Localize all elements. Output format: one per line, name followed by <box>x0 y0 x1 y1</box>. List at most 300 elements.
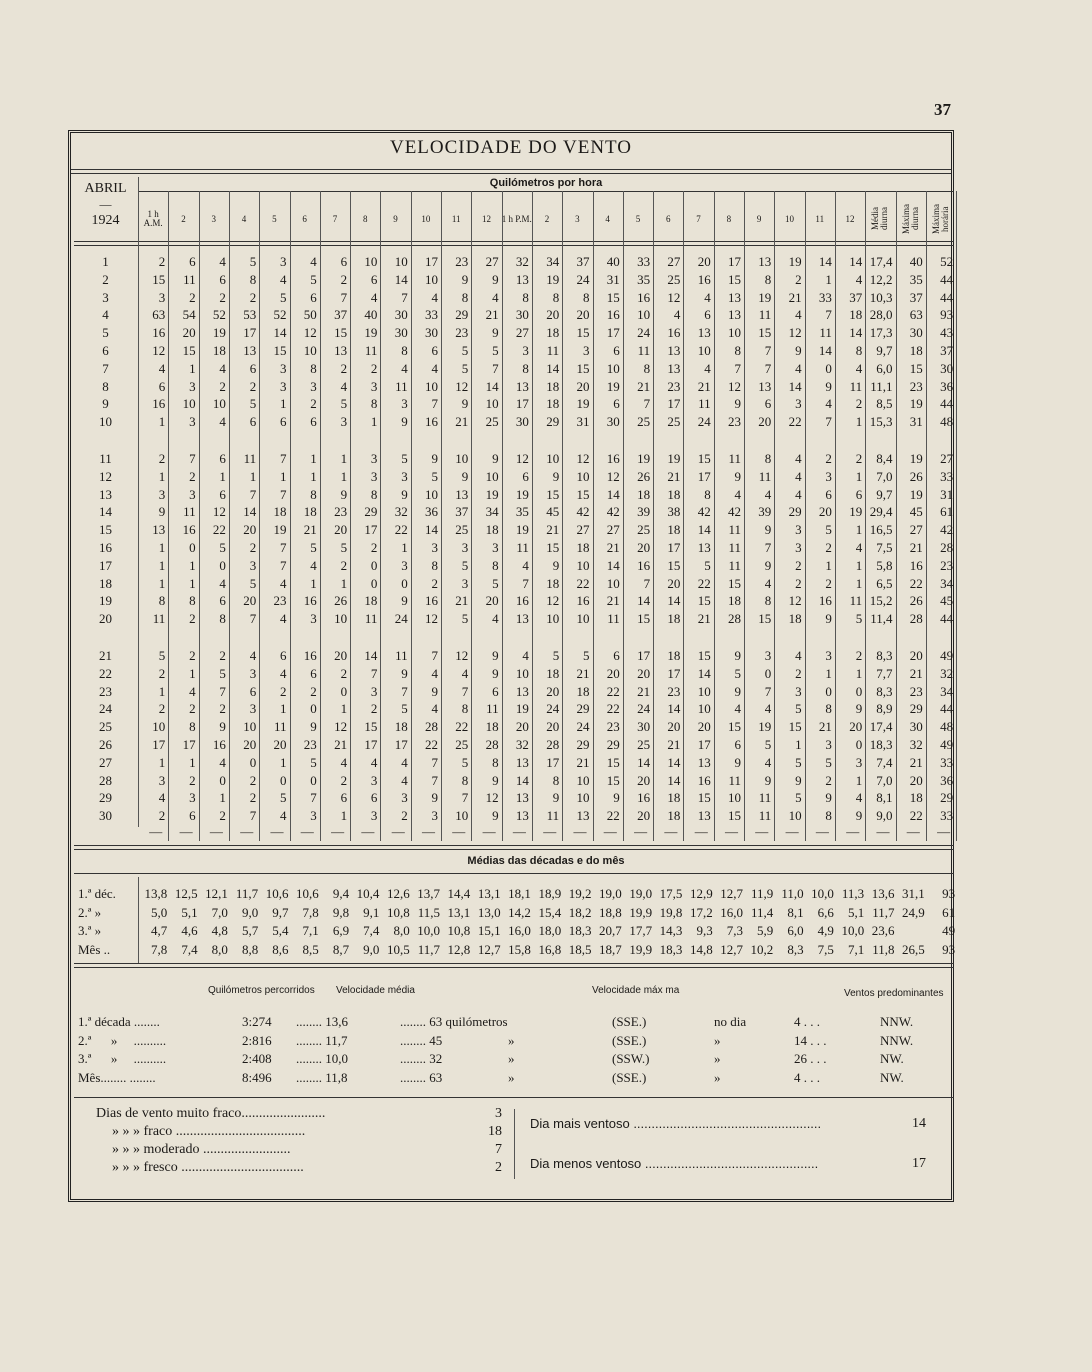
value-cell: 6 <box>310 289 317 305</box>
value-cell: 5 <box>734 665 741 681</box>
value-cell: 12 <box>303 325 317 341</box>
medias-cell: 9,8 <box>332 904 350 920</box>
day-label: 11 <box>99 451 112 466</box>
value-cell: 52 <box>212 307 226 323</box>
value-cell: 9 <box>492 648 499 663</box>
value-cell: 19 <box>576 396 590 412</box>
value-cell: 17 <box>606 325 620 341</box>
day-label: 13 <box>99 486 112 502</box>
value-cell: 1 <box>158 754 166 770</box>
value-cell: 12 <box>788 325 802 341</box>
value-cell: 20 <box>576 307 590 323</box>
value-cell: 28 <box>424 719 438 735</box>
value-cell: 13 <box>515 754 529 770</box>
summary-rule <box>74 963 954 964</box>
value-cell: 3 <box>492 540 499 555</box>
value-cell: 4 <box>401 754 408 770</box>
dash-cell: — <box>270 824 284 839</box>
column-header: 9 <box>756 213 762 224</box>
dash-cell: — <box>300 824 314 839</box>
dash-cell: — <box>179 824 193 839</box>
summary-header-vel: Velocidade média <box>336 985 415 996</box>
value-cell: 1 <box>158 468 166 484</box>
value-cell: 4 <box>431 289 438 305</box>
value-cell: 2 <box>249 790 257 806</box>
value-cell: 16 <box>909 557 923 573</box>
value-cell: 9 <box>734 468 741 484</box>
column-header: 5 <box>635 213 641 224</box>
value-cell: 2 <box>249 378 257 394</box>
value-cell: 18 <box>727 593 741 609</box>
value-cell: 2 <box>158 665 166 681</box>
value-cell: 14 <box>606 486 620 502</box>
medias-cell: 13,6 <box>871 886 895 901</box>
medias-cell: 10,6 <box>296 886 319 901</box>
value-cell: 4 <box>673 307 681 323</box>
table-row <box>74 665 954 683</box>
summary-pred: NNW. <box>880 1032 914 1048</box>
value-cell: 16 <box>637 557 651 573</box>
value-cell: 8 <box>370 396 378 412</box>
value-cell: 28 <box>909 611 923 627</box>
medias-cell: 6,6 <box>817 904 834 920</box>
value-cell: 44 <box>940 701 954 717</box>
value-cell: 6 <box>764 396 772 412</box>
value-cell: 14 <box>697 665 711 681</box>
value-cell: 16 <box>424 593 438 609</box>
value-cell: 12 <box>546 593 560 609</box>
value-cell: 3 <box>189 378 196 394</box>
value-cell: 27 <box>576 522 590 538</box>
value-cell: 3 <box>431 808 438 824</box>
value-cell: 1 <box>401 540 408 555</box>
value-cell: 4 <box>431 665 438 681</box>
dash-cell: — <box>482 824 496 839</box>
value-cell: 30 <box>515 307 529 323</box>
summary-header-km: Quilómetros percorridos <box>208 985 315 996</box>
value-cell: 23 <box>303 737 317 752</box>
summary-nodia: » <box>714 1051 721 1066</box>
value-cell: 1 <box>219 790 226 806</box>
medias-cell: 5,9 <box>757 923 774 938</box>
value-cell: 19 <box>212 325 226 341</box>
value-cell: 34 <box>940 575 954 591</box>
value-cell: 4 <box>704 360 711 376</box>
dias-value: 2 <box>495 1160 502 1175</box>
value-cell: 21 <box>485 307 499 323</box>
value-cell: 1 <box>340 451 348 466</box>
value-cell: 11 <box>728 451 741 466</box>
column-header: 7 <box>696 213 701 224</box>
value-cell: 16 <box>697 772 711 788</box>
medias-cell: 19,9 <box>629 941 653 957</box>
value-cell: 13 <box>758 254 772 269</box>
value-cell: 9 <box>158 504 166 520</box>
medias-cell: 5,1 <box>181 904 198 920</box>
table-row <box>74 539 954 557</box>
value-cell: 20 <box>667 719 681 735</box>
value-cell: 23 <box>667 683 681 699</box>
medias-cell: 18,5 <box>568 941 592 957</box>
summary-label: Mês........ ........ <box>78 1069 156 1085</box>
value-cell: 21 <box>667 737 681 752</box>
value-cell: 8 <box>461 289 469 305</box>
value-cell: 15 <box>667 557 681 573</box>
value-cell: 20 <box>546 683 560 699</box>
value-cell: 4 <box>219 754 226 770</box>
value-cell: 19 <box>909 486 923 502</box>
value-cell: 9 <box>492 772 499 788</box>
medias-cell: 8,0 <box>211 941 228 957</box>
value-cell: 15 <box>697 451 711 466</box>
value-cell: 9 <box>401 414 408 430</box>
day-label: 8 <box>102 378 109 394</box>
day-label: 7 <box>102 360 109 376</box>
value-cell: 4 <box>158 360 166 376</box>
value-cell: 25 <box>667 271 681 287</box>
most-windy-label: Dia mais ventoso .................................................... <box>530 1116 822 1131</box>
value-cell: 42 <box>576 504 590 520</box>
value-cell: 1 <box>279 396 287 412</box>
value-cell: 3 <box>401 557 408 573</box>
value-cell: 20 <box>758 414 772 430</box>
value-cell: 24 <box>637 701 651 717</box>
summary-day: 4 . . . <box>794 1069 820 1085</box>
value-cell: 9 <box>219 719 226 735</box>
value-cell: 9 <box>431 683 438 699</box>
value-cell: 19 <box>909 451 923 466</box>
value-cell: 8 <box>189 719 196 735</box>
column-header: Máxima horária <box>930 204 950 234</box>
value-cell: 10 <box>394 254 408 269</box>
value-cell: 10,3 <box>869 289 893 305</box>
medias-cell: 19,2 <box>568 886 592 901</box>
day-label: 29 <box>99 790 112 806</box>
value-cell: 3 <box>189 414 196 430</box>
value-cell: 15 <box>152 271 166 287</box>
medias-cell: 10,5 <box>386 941 410 957</box>
value-cell: 9 <box>461 468 469 484</box>
value-cell: 11 <box>152 611 166 627</box>
value-cell: 13 <box>515 808 529 824</box>
value-cell: 27 <box>515 325 529 341</box>
value-cell: 16 <box>606 307 620 323</box>
value-cell: 11 <box>698 396 711 412</box>
table-row <box>74 521 954 539</box>
value-cell: 2 <box>340 360 348 376</box>
dash-cell: — <box>664 824 678 839</box>
value-cell: 17 <box>667 540 681 555</box>
summary-rule-2 <box>74 967 954 968</box>
value-cell: 45 <box>940 593 954 609</box>
value-cell: 11 <box>486 701 499 717</box>
value-cell: 4 <box>310 557 317 573</box>
value-cell: 18,3 <box>869 737 893 752</box>
value-cell: 15 <box>788 719 802 735</box>
medias-cell: 8,3 <box>787 941 804 957</box>
value-cell: 43 <box>940 325 954 341</box>
medias-cell: 13,7 <box>417 886 440 901</box>
medias-cell: 7,8 <box>302 904 319 920</box>
medias-cell: 4,6 <box>181 923 198 938</box>
dash-cell: — <box>937 824 951 839</box>
value-cell: 20 <box>243 593 257 609</box>
dash-cell: — <box>573 824 587 839</box>
value-cell: 24 <box>576 719 590 735</box>
table-row <box>74 360 954 378</box>
value-cell: 3 <box>249 701 257 717</box>
value-cell: 24 <box>576 271 590 287</box>
value-cell: 21 <box>909 665 923 681</box>
value-cell: 31 <box>909 414 923 430</box>
value-cell: 7 <box>461 683 469 699</box>
value-cell: 30 <box>606 414 620 430</box>
medias-cell: 18,0 <box>538 923 562 938</box>
dash-cell: — <box>846 824 860 839</box>
medias-cell: 19,8 <box>659 904 683 920</box>
value-cell: 16 <box>212 737 226 752</box>
summary-header-pred: Ventos predominantes <box>844 988 944 999</box>
value-cell: 5 <box>461 360 469 376</box>
value-cell: 8 <box>734 343 741 358</box>
value-cell: 6 <box>431 343 438 358</box>
value-cell: 21 <box>637 378 651 394</box>
value-cell: 15 <box>727 575 741 591</box>
value-cell: 48 <box>940 414 954 430</box>
value-cell: 1 <box>158 414 166 430</box>
value-cell: 3 <box>825 468 832 484</box>
value-cell: 21 <box>606 540 620 555</box>
summary-nodia: no dia <box>714 1014 747 1029</box>
value-cell: 5 <box>582 648 590 663</box>
value-cell: 16 <box>303 593 317 609</box>
value-cell: 12 <box>152 343 166 358</box>
medias-cell: 11,7 <box>235 886 259 901</box>
value-cell: 19 <box>515 522 529 538</box>
value-cell: 6 <box>189 254 196 269</box>
value-cell: 20 <box>606 665 620 681</box>
value-cell: 10 <box>212 396 226 412</box>
value-cell: 27 <box>485 254 499 269</box>
column-header: 1 h P.M. <box>501 213 532 224</box>
value-cell: 23 <box>940 557 954 573</box>
value-cell: 9 <box>734 683 741 699</box>
value-cell: 1 <box>158 540 166 555</box>
table-row <box>74 700 954 718</box>
column-header: 6 <box>302 213 307 224</box>
medias-cell: 11,7 <box>417 941 440 957</box>
value-cell: 18 <box>667 611 681 627</box>
value-cell: 10 <box>485 396 499 412</box>
medias-cell: 12,8 <box>447 941 471 957</box>
value-cell: 20 <box>273 737 287 752</box>
value-cell: 13 <box>515 378 529 394</box>
value-cell: 4 <box>855 271 863 287</box>
value-cell: 2 <box>370 540 378 555</box>
value-cell: 61 <box>940 504 954 520</box>
value-cell: 6 <box>522 468 529 484</box>
value-cell: 14 <box>424 522 438 538</box>
dash-cell: — <box>634 824 648 839</box>
medias-cell: 12,9 <box>689 886 713 901</box>
value-cell: 11 <box>516 540 529 555</box>
value-cell: 32 <box>940 665 954 681</box>
value-cell: 10 <box>182 396 196 412</box>
value-cell: 15 <box>576 360 590 376</box>
value-cell: 20 <box>697 254 711 269</box>
dash-cell: — <box>906 824 920 839</box>
value-cell: 6,5 <box>876 575 893 591</box>
value-cell: 34 <box>940 683 954 699</box>
value-cell: 10 <box>576 790 590 806</box>
medias-cell: 5,4 <box>272 923 289 938</box>
value-cell: 22 <box>606 683 620 699</box>
value-cell: 44 <box>940 289 954 305</box>
value-cell: 2 <box>219 289 226 305</box>
value-cell: 37 <box>909 289 923 305</box>
value-cell: 23 <box>273 593 287 609</box>
value-cell: 8,5 <box>876 396 893 412</box>
value-cell: 4 <box>795 486 802 502</box>
value-cell: 3 <box>370 683 378 699</box>
medias-cell: 14,4 <box>447 886 471 901</box>
value-cell: 12 <box>515 451 529 466</box>
summary-dir: (SSE.) <box>612 1069 647 1085</box>
summary-km: 2:408 <box>242 1051 272 1066</box>
value-cell: 2 <box>825 772 832 788</box>
value-cell: 32 <box>909 737 923 752</box>
value-cell: 13 <box>667 343 681 358</box>
value-cell: 4 <box>279 271 287 287</box>
value-cell: 6 <box>310 414 317 430</box>
value-cell: 9 <box>825 611 832 627</box>
value-cell: 25 <box>637 522 651 538</box>
value-cell: 4 <box>189 683 196 699</box>
value-cell: 2 <box>158 254 166 269</box>
summary-vel: ........ 13,6 <box>296 1014 348 1029</box>
value-cell: 7 <box>431 754 438 770</box>
value-cell: 10 <box>576 468 590 484</box>
value-cell: 18 <box>576 540 590 555</box>
dash-cell: — <box>391 824 405 839</box>
value-cell: 9 <box>431 790 438 806</box>
value-cell: 0 <box>855 683 863 699</box>
value-cell: 11 <box>637 343 651 358</box>
summary-max: ........ 63 <box>400 1069 443 1085</box>
value-cell: 8 <box>764 271 772 287</box>
value-cell: 13 <box>455 486 469 502</box>
value-cell: 6 <box>219 271 226 287</box>
medias-cell: 14,8 <box>689 941 713 957</box>
value-cell: 0 <box>219 557 226 573</box>
value-cell: 63 <box>909 307 923 323</box>
value-cell: 26 <box>909 468 923 484</box>
value-cell: 20 <box>697 719 711 735</box>
medias-cell: 10,0 <box>841 923 865 938</box>
value-cell: 15 <box>727 808 741 824</box>
value-cell: 23 <box>455 325 469 341</box>
value-cell: 40 <box>909 254 923 269</box>
value-cell: 8 <box>825 808 832 824</box>
value-cell: 17 <box>243 325 257 341</box>
value-cell: 8 <box>643 360 651 376</box>
value-cell: 10 <box>788 808 802 824</box>
medias-cell: 20,7 <box>599 923 622 938</box>
value-cell: 16,5 <box>869 522 893 538</box>
value-cell: 4 <box>764 754 772 770</box>
least-windy-label: Dia menos ventoso ................................................ <box>530 1156 819 1171</box>
value-cell: 24 <box>697 414 711 430</box>
value-cell: 2 <box>825 540 832 555</box>
value-cell: 5 <box>401 701 408 717</box>
value-cell: 20 <box>637 665 651 681</box>
value-cell: 10 <box>576 611 590 627</box>
value-cell: 3 <box>825 737 832 752</box>
value-cell: 17 <box>364 737 378 752</box>
value-cell: 11 <box>607 611 620 627</box>
value-cell: 17 <box>424 254 438 269</box>
value-cell: 17 <box>546 754 560 770</box>
value-cell: 20 <box>576 378 590 394</box>
value-cell: 44 <box>940 271 954 287</box>
medias-cell: 16,0 <box>720 904 743 920</box>
medias-cell: 24,9 <box>902 904 925 920</box>
value-cell: 5 <box>461 611 469 627</box>
table-row <box>74 647 954 665</box>
value-cell: 13 <box>515 611 529 627</box>
value-cell: 11 <box>364 343 378 358</box>
dias-value: 3 <box>495 1106 502 1121</box>
value-cell: 6 <box>340 790 348 806</box>
value-cell: 4 <box>370 754 378 770</box>
value-cell: 37 <box>576 254 590 269</box>
value-cell: 10 <box>576 772 590 788</box>
value-cell: 5 <box>219 665 226 681</box>
value-cell: 2 <box>370 701 378 717</box>
medias-cell: 19,9 <box>629 904 653 920</box>
medias-cell: 4,8 <box>211 923 228 938</box>
medias-cell: 8,8 <box>241 941 259 957</box>
value-cell: 14 <box>606 557 620 573</box>
value-cell: 10 <box>152 719 166 735</box>
value-cell: 10 <box>334 611 348 627</box>
value-cell: 3 <box>370 808 378 824</box>
value-cell: 3 <box>310 808 317 824</box>
value-cell: 4 <box>279 808 287 824</box>
value-cell: 27 <box>909 522 923 538</box>
value-cell: 37 <box>849 289 863 305</box>
value-cell: 7 <box>461 790 469 806</box>
summary-dir: (SSW.) <box>612 1051 650 1066</box>
value-cell: 17,4 <box>869 719 893 735</box>
value-cell: 35 <box>909 271 923 287</box>
column-header: 3 <box>211 213 216 224</box>
value-cell: 25 <box>455 522 469 538</box>
value-cell: 4 <box>340 378 348 394</box>
value-cell: 4 <box>825 396 832 412</box>
table-row <box>74 754 954 772</box>
value-cell: 3 <box>401 790 408 806</box>
value-cell: 40 <box>606 254 620 269</box>
value-cell: 4 <box>431 360 438 376</box>
medias-cell: 15,1 <box>477 923 501 938</box>
value-cell: 1 <box>855 414 863 430</box>
value-cell: 1 <box>279 701 287 717</box>
value-cell: 31 <box>606 271 620 287</box>
value-cell: 18 <box>546 325 560 341</box>
value-cell: 1 <box>855 575 863 591</box>
dash-cell: — <box>755 824 769 839</box>
